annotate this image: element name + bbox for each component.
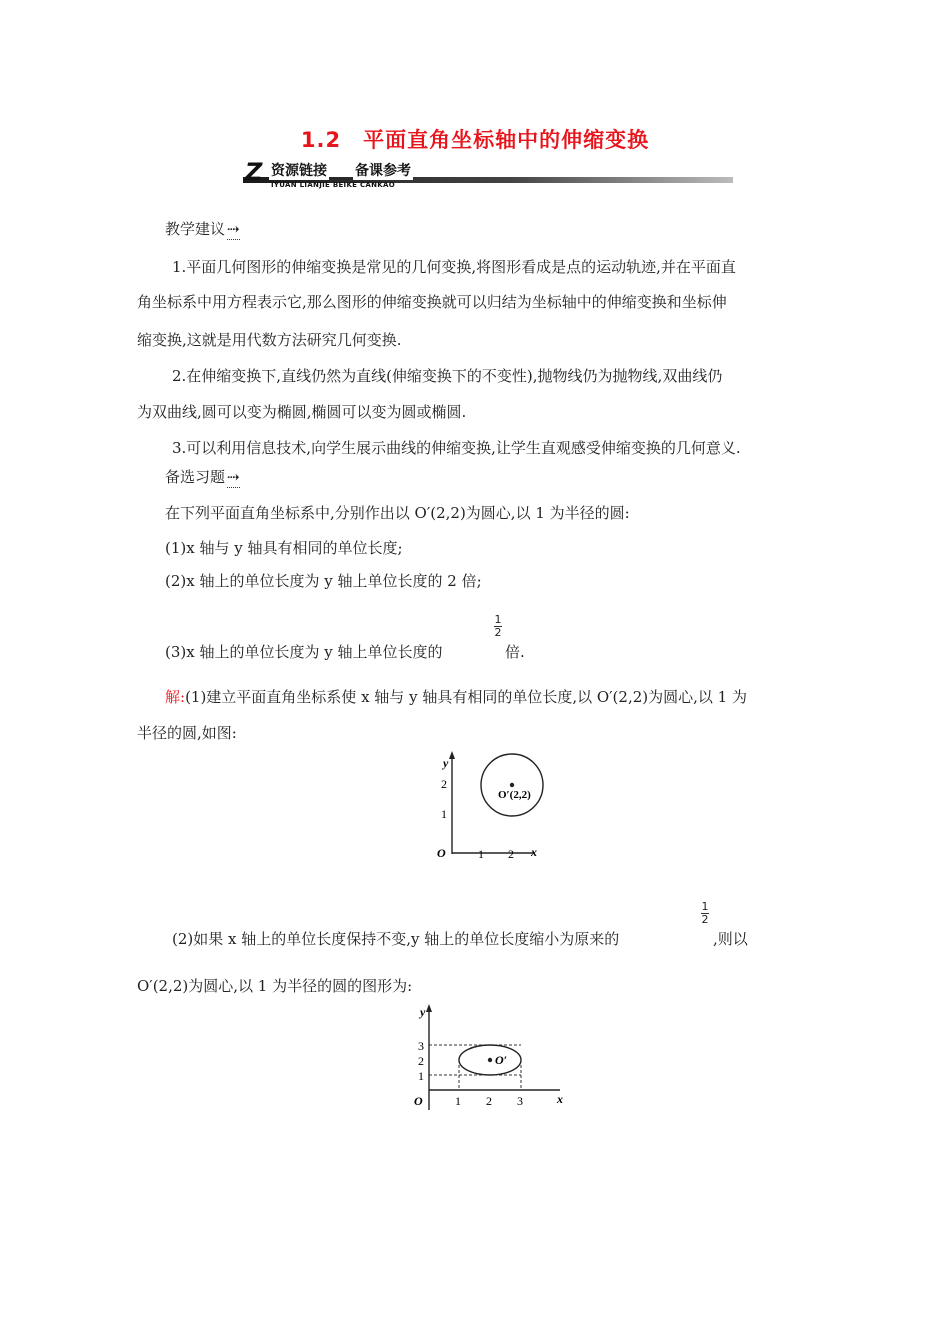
solution-s2-line1: (2)如果 x 轴上的单位长度保持不变,y 轴上的单位长度缩小为原来的 — [172, 930, 620, 948]
teaching-heading — [165, 219, 240, 240]
origin-label: O — [437, 846, 446, 860]
figure-circle — [425, 748, 565, 870]
x-tick-1: 1 — [478, 847, 484, 861]
x-axis-label: x — [557, 1092, 563, 1106]
x-tick-2: 2 — [508, 847, 514, 861]
x-tick-2: 2 — [486, 1094, 492, 1108]
center-label: O′ — [495, 1053, 508, 1067]
solution-line1 — [165, 687, 747, 707]
exercise-q1: (1)x 轴与 y 轴具有相同的单位长度; — [165, 539, 403, 557]
y-tick-1: 1 — [418, 1069, 424, 1083]
y-tick-2: 2 — [418, 1054, 424, 1068]
origin-label: O — [414, 1094, 423, 1108]
figure-ellipse — [408, 1002, 580, 1114]
teaching-p1-line1: 1.平面几何图形的伸缩变换是常见的几何变换,将图形看成是点的运动轨迹,并在平面直 — [172, 258, 736, 276]
teaching-p2-line2: 为双曲线,圆可以变为椭圆,椭圆可以变为圆或椭圆. — [137, 403, 467, 421]
teaching-p1-line2: 角坐标系中用方程表示它,那么图形的伸缩变换就可以归结为坐标轴中的伸缩变换和坐标伸 — [137, 293, 727, 311]
x-tick-1: 1 — [455, 1094, 461, 1108]
solution-s1-line2: 半径的圆,如图: — [137, 724, 237, 742]
exercise-q3-end: 倍. — [505, 643, 525, 661]
exercise-heading-text: 备选习题 — [165, 468, 226, 486]
y-tick-2: 2 — [441, 777, 447, 791]
fraction-denominator: 2 — [494, 626, 502, 639]
fraction-numerator: 1 — [494, 613, 502, 626]
teaching-heading-text: 教学建议 — [165, 220, 226, 238]
x-tick-3: 3 — [517, 1094, 523, 1108]
y-tick-1: 1 — [441, 807, 447, 821]
solution-s2-line2: O′(2,2)为圆心,以 1 为半径的圆的图形为: — [137, 977, 413, 995]
exercise-q2: (2)x 轴上的单位长度为 y 轴上单位长度的 2 倍; — [165, 572, 482, 590]
arrow-icon: ⇢ — [227, 468, 240, 486]
y-axis-label: y — [420, 1005, 426, 1019]
teaching-p2-line1: 2.在伸缩变换下,直线仍然为直线(伸缩变换下的不变性),抛物线仍为抛物线,双曲线仍 — [172, 367, 723, 385]
page-title: 1.2 平面直角坐标轴中的伸缩变换 — [300, 128, 650, 152]
y-axis-arrow — [426, 1004, 432, 1012]
resource-banner — [243, 160, 733, 190]
teaching-p1-line3: 缩变换,这就是用代数方法研究几何变换. — [137, 331, 402, 349]
x-axis-label: x — [531, 845, 537, 859]
fraction-half — [494, 614, 502, 639]
teaching-p3-line1: 3.可以利用信息技术,向学生展示曲线的伸缩变换,让学生直观感受伸缩变换的几何意义. — [172, 439, 741, 457]
exercise-intro: 在下列平面直角坐标系中,分别作出以 O′(2,2)为圆心,以 1 为半径的圆: — [165, 504, 630, 522]
center-label: O′(2,2) — [498, 789, 531, 801]
center-point — [510, 783, 514, 787]
fraction-denominator: 2 — [701, 913, 709, 926]
solution-s2-line1-end: ,则以 — [713, 930, 748, 948]
exercise-q3: (3)x 轴上的单位长度为 y 轴上单位长度的 — [165, 643, 443, 661]
arrow-icon: ⇢ — [227, 220, 240, 238]
banner-letter: Z — [245, 158, 263, 186]
y-axis-arrow — [449, 751, 455, 759]
banner-subtitle: IYUAN LIANJIE BEIKE CANKAO — [271, 181, 395, 189]
solution-label: 解: — [165, 688, 186, 706]
fraction-numerator: 1 — [701, 900, 709, 913]
center-point — [488, 1058, 492, 1062]
banner-title-2: 备课参考 — [353, 160, 413, 180]
fraction-half-2 — [701, 901, 709, 926]
exercise-heading — [165, 467, 240, 488]
y-tick-3: 3 — [418, 1039, 424, 1053]
solution-s1-line1: (1)建立平面直角坐标系使 x 轴与 y 轴具有相同的单位长度,以 O′(2,2)为圆心,以 1 为 — [185, 688, 747, 706]
y-axis-label: y — [443, 756, 449, 770]
banner-title-1: 资源链接 — [269, 160, 329, 180]
